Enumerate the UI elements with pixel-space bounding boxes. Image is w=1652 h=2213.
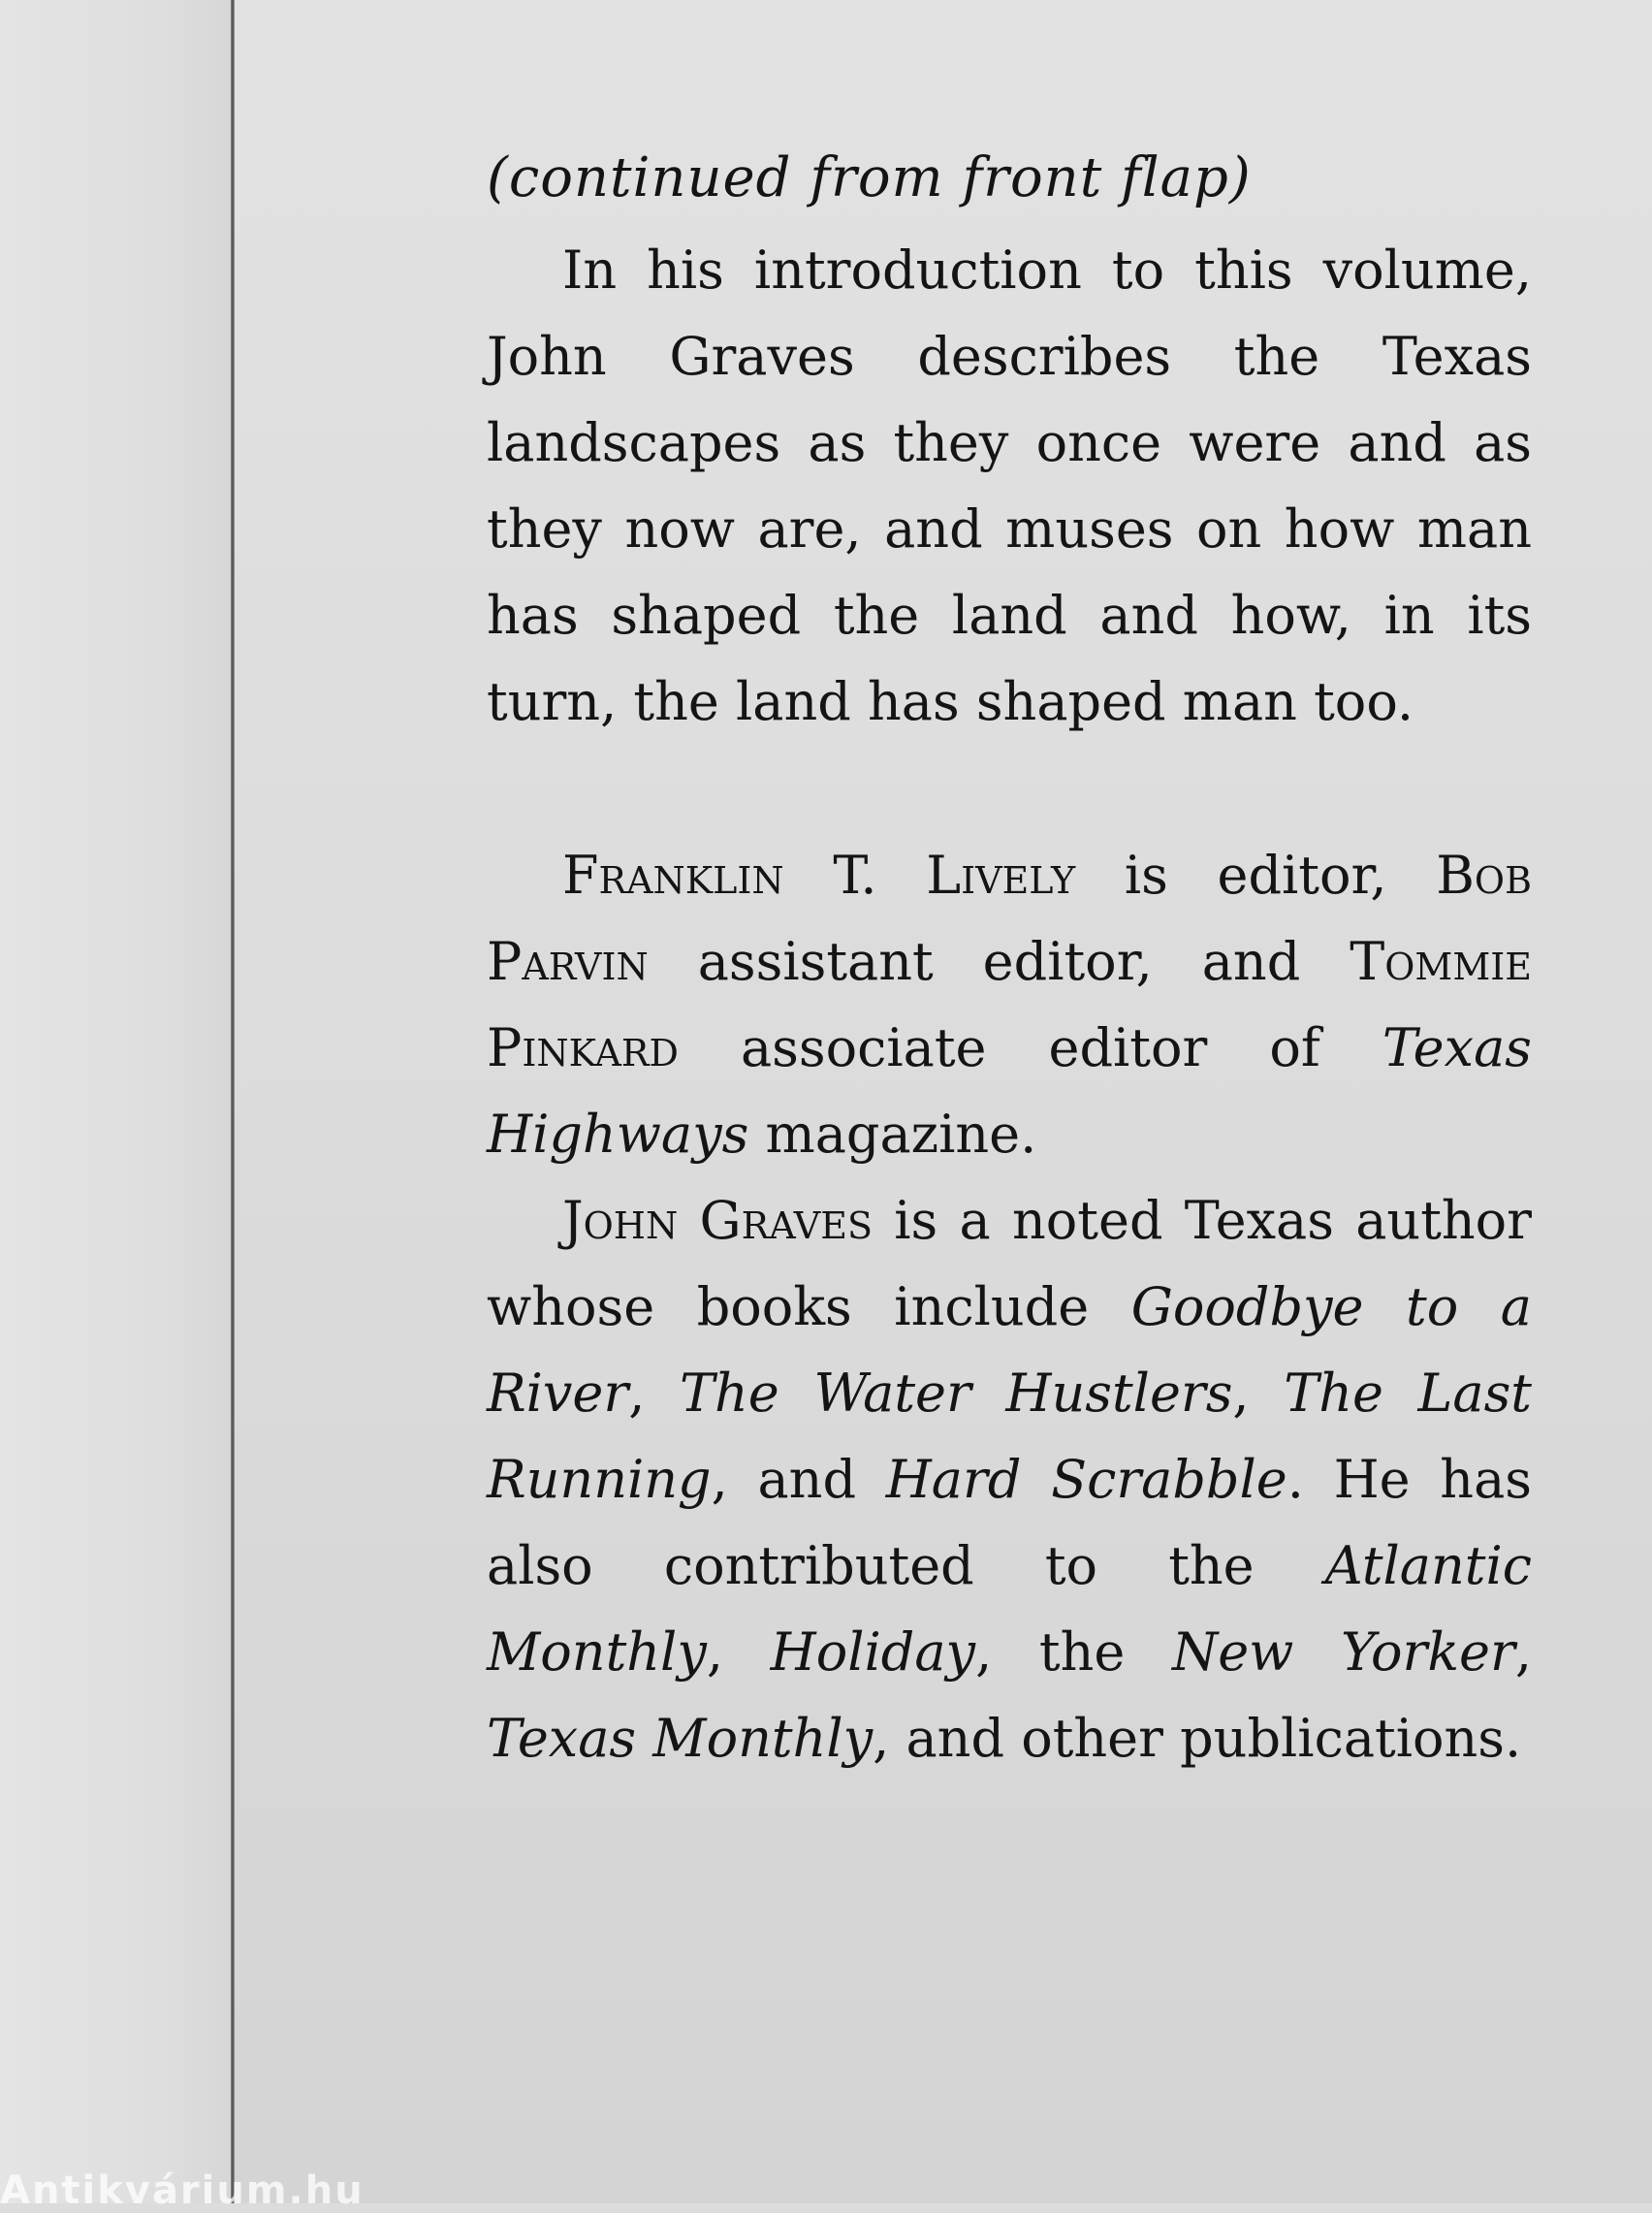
- editors-text: assistant editor, and: [648, 931, 1350, 992]
- author-text: is a noted Texas author whose books include: [487, 1190, 1532, 1337]
- author-text: , and: [711, 1449, 886, 1510]
- magazine-title: Texas Highways: [487, 1017, 1532, 1165]
- publication-title: Atlantic Monthly: [487, 1535, 1532, 1683]
- editor-name: Franklin T. Lively: [562, 845, 1076, 906]
- watermark: Antikvárium.hu: [0, 2168, 365, 2213]
- book-title: The Water Hustlers: [679, 1363, 1233, 1424]
- author-text: ,: [628, 1363, 680, 1424]
- editors-text: magazine.: [748, 1104, 1037, 1165]
- author-text: , and other publications.: [873, 1708, 1522, 1769]
- assistant-editor-name: Bob Parvin: [487, 845, 1532, 992]
- back-flap-edge: [0, 0, 233, 2203]
- publication-title: Texas Monthly: [487, 1708, 874, 1769]
- continued-note: (continued from front flap): [487, 146, 1252, 209]
- publication-title: Holiday: [770, 1621, 976, 1683]
- author-text: ,: [1232, 1363, 1285, 1424]
- author-name: John Graves: [562, 1190, 873, 1251]
- book-title: The Last Running: [487, 1363, 1532, 1510]
- editors-paragraph: [487, 832, 1532, 1177]
- author-text: ,: [706, 1621, 771, 1683]
- associate-editor-name: Tommie Pinkard: [487, 931, 1532, 1078]
- intro-paragraph: In his introduction to this volume, John Graves describes the Texas landscapes as they once were and as they now are, and muses on how man has shaped the land and how, in its turn, the land has shaped man too.: [487, 240, 1532, 732]
- editors-text: is editor,: [1075, 845, 1437, 906]
- author-paragraph: [487, 1177, 1532, 1781]
- author-text: ,: [1514, 1621, 1532, 1683]
- paragraph-gap: [487, 745, 1532, 832]
- editors-text: associate editor of: [678, 1017, 1382, 1078]
- book-title: Hard Scrabble: [885, 1449, 1287, 1510]
- author-text: , the: [975, 1621, 1172, 1683]
- book-title: Goodbye to a River: [487, 1276, 1533, 1424]
- author-text: . He has also contributed to the: [487, 1449, 1532, 1596]
- flap-text: [487, 136, 1532, 1781]
- publication-title: New Yorker: [1171, 1621, 1515, 1683]
